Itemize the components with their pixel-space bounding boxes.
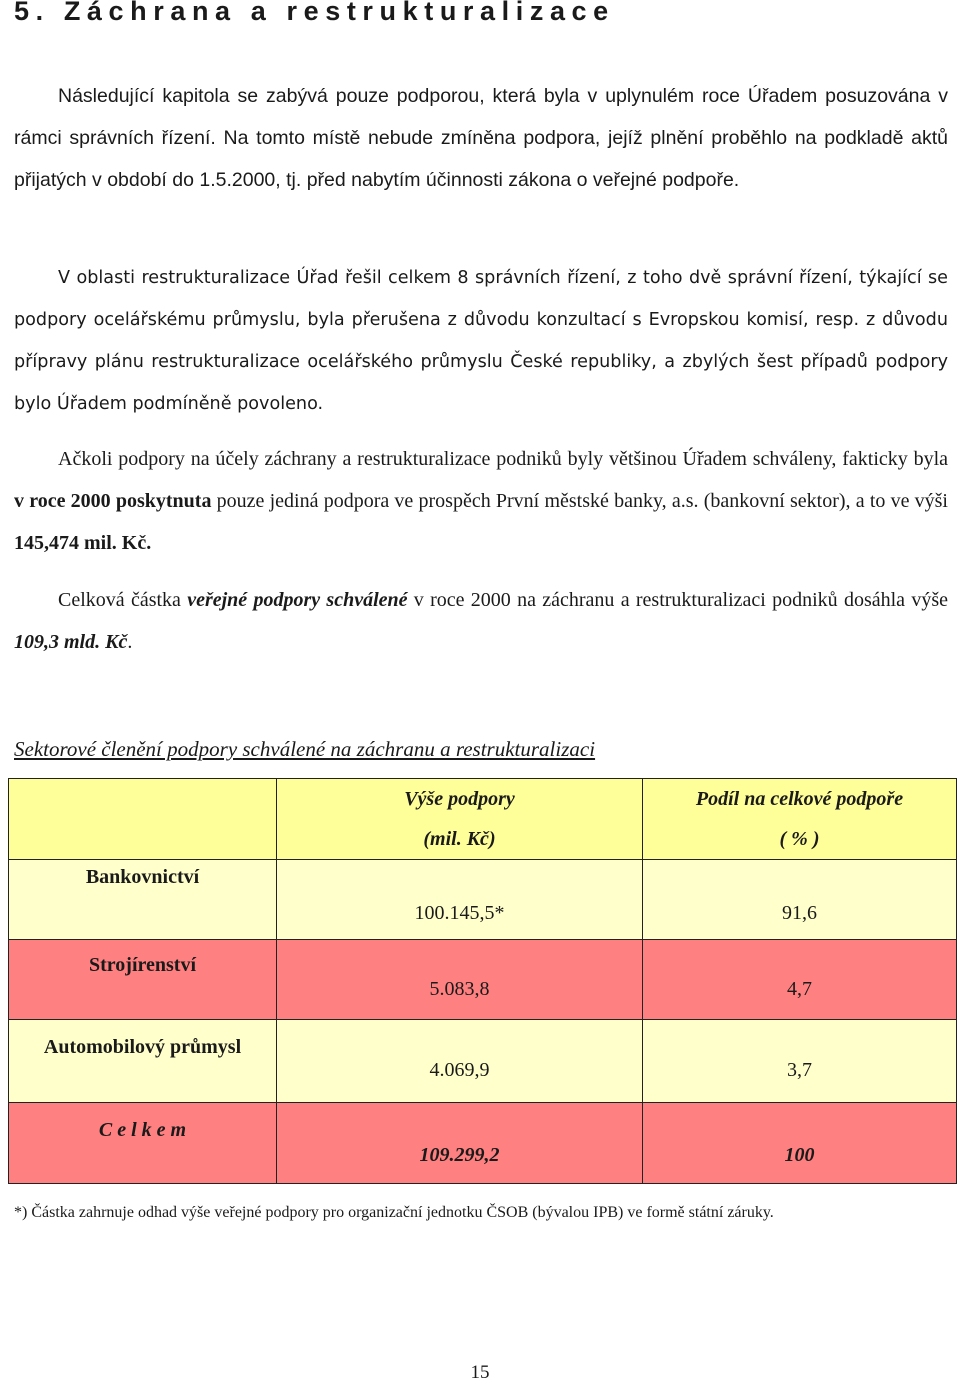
para4-text-middle: v roce 2000 na záchranu a restrukturalizaci podniků dosáhla výše (407, 589, 948, 611)
table-row (9, 940, 957, 1020)
paragraph-intro: Následující kapitola se zabývá pouze podporou, která byla v uplynulém roce Úřadem posuzována v rámci správních řízení. Na tomto místě nebude zmíněna podpora, jejíž plnění proběhlo na podkladě aktů přijatých v období do 1.5.2000, tj. před nabytím účinnosti zákona o veřejné podpoře. (14, 85, 948, 191)
sector-engineering: Strojírenství (9, 940, 277, 1020)
paragraph-restructuring: V oblasti restrukturalizace Úřad řešil celkem 8 správních řízení, z toho dvě správní řízení, týkající se podpory ocelářskému průmyslu, byla přerušena z důvodu konzultací s Evropskou komisí, resp. z důvodu přípravy plánu restrukturalizace ocelářského průmyslu České republiky, a zbylých šest případů podpory bylo Úřadem podmíněně povoleno. (14, 268, 948, 414)
paragraph-approved-aid (14, 438, 948, 564)
para3-text-before: Ačkoli podpory na účely záchrany a restrukturalizace podniků byly většinou Úřadem schváleny, fakticky byla (58, 448, 948, 470)
share-engineering: 4,7 (643, 940, 957, 1020)
table-header-row (9, 779, 957, 860)
table-row (9, 860, 957, 940)
table-row (9, 1020, 957, 1103)
amount-automotive: 4.069,9 (277, 1020, 643, 1103)
sector-automotive: Automobilový průmysl (9, 1020, 277, 1103)
paragraph-total-aid (14, 579, 948, 663)
total-amount: 109.299,2 (277, 1103, 643, 1184)
para4-text-after: . (127, 631, 133, 653)
para4-emphasis: veřejné podpory schválené (187, 589, 408, 611)
table-footnote: *) Částka zahrnuje odhad výše veřejné podpory pro organizační jednotku ČSOB (bývalou IPB) ve formě státní záruky. (14, 1204, 774, 1221)
header-empty-cell (9, 779, 277, 860)
header-amount-unit: (mil. Kč) (423, 828, 496, 850)
table-title: Sektorové členění podpory schválené na záchranu a restrukturalizaci (14, 737, 596, 761)
total-label: C e l k e m (9, 1103, 277, 1184)
para3-bold-year: v roce 2000 poskytnuta (14, 490, 212, 512)
table-total-row (9, 1103, 957, 1184)
para3-text-middle: pouze jediná podpora ve prospěch První městské banky, a.s. (bankovní sektor), a to ve výši (211, 490, 948, 512)
amount-engineering: 5.083,8 (277, 940, 643, 1020)
para3-bold-amount: 145,474 mil. Kč. (14, 532, 152, 554)
amount-banking: 100.145,5* (277, 860, 643, 940)
header-share (643, 779, 957, 860)
para4-text-before: Celková částka (58, 589, 188, 611)
sector-banking: Bankovnictví (9, 860, 277, 940)
header-amount (277, 779, 643, 860)
share-automotive: 3,7 (643, 1020, 957, 1103)
sector-aid-table (8, 778, 957, 1184)
header-share-unit: ( % ) (779, 828, 820, 850)
total-share: 100 (643, 1103, 957, 1184)
para4-total-value: 109,3 mld. Kč (14, 631, 128, 653)
header-share-label: Podíl na celkové podpoře (695, 788, 904, 810)
page-number: 15 (470, 1362, 490, 1383)
share-banking: 91,6 (643, 860, 957, 940)
header-amount-label: Výše podpory (404, 788, 515, 810)
chapter-heading: 5. Záchrana a restrukturalizace (14, 0, 615, 26)
